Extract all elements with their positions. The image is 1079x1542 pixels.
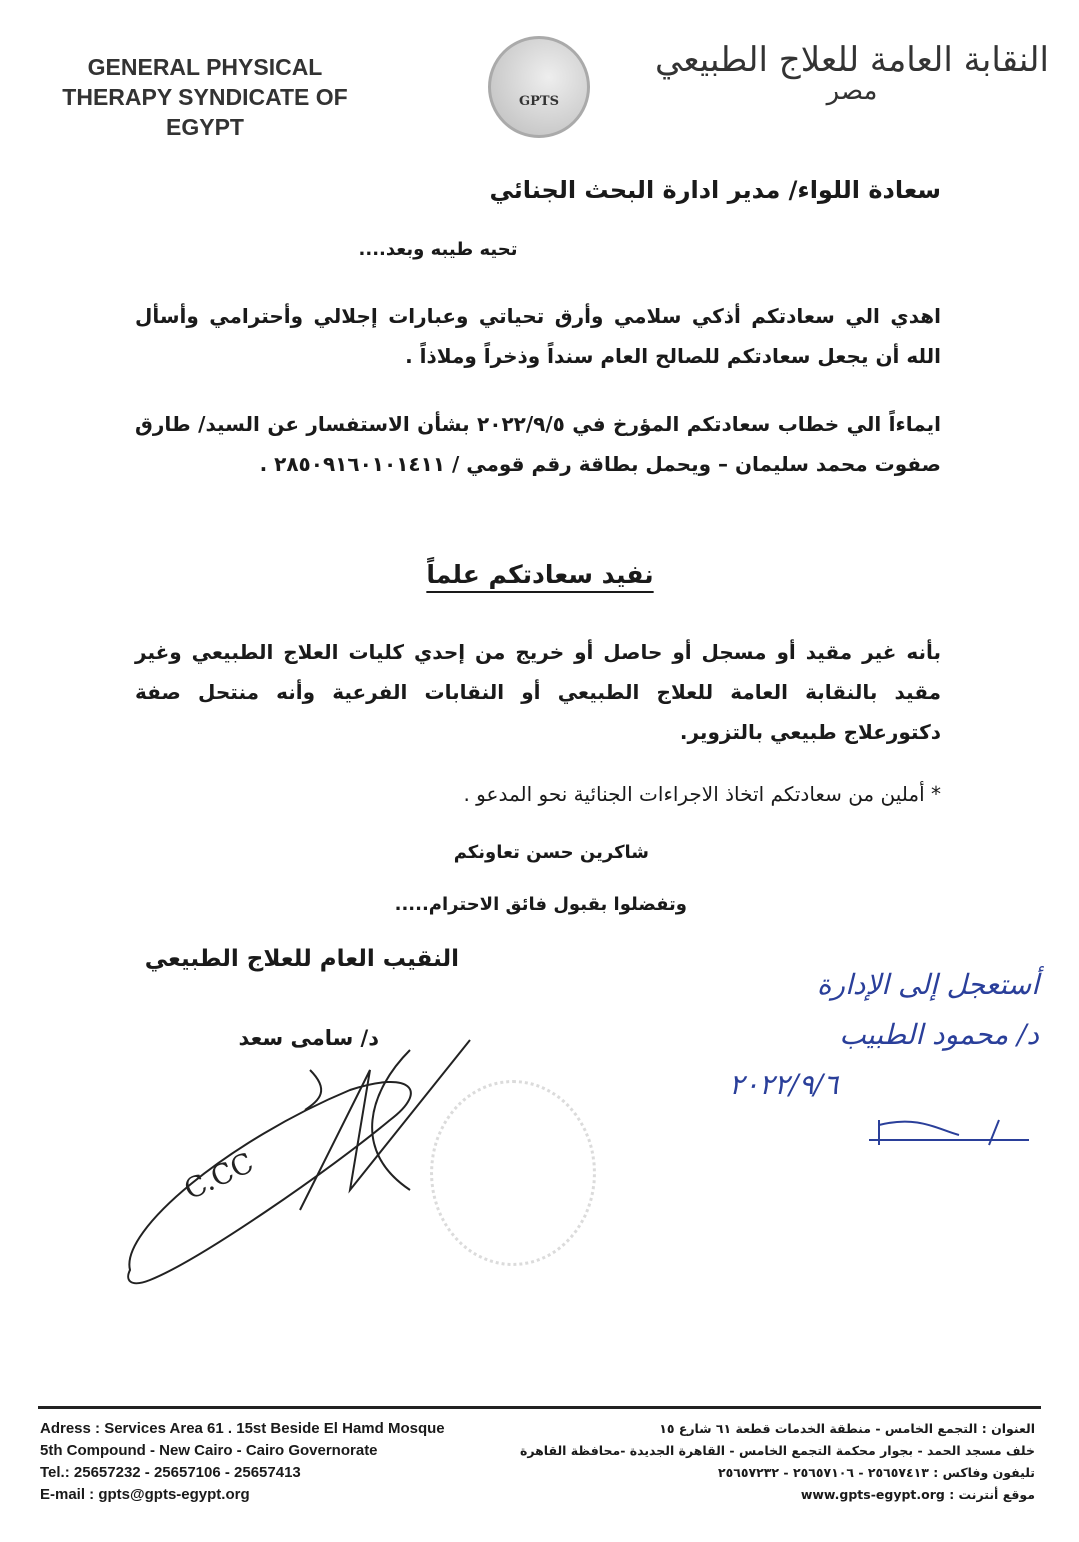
letterhead-arabic-name <box>655 40 1049 106</box>
footer-address-2: 5th Compound - New Cairo - Cairo Governorate <box>40 1442 378 1459</box>
english-name-line: EGYPT <box>166 114 244 140</box>
handwritten-line: ٢٠٢٢/٩/٦ <box>729 1068 839 1101</box>
arabic-name: النقابة العامة للعلاج الطبيعي <box>655 40 1049 80</box>
handwritten-line: د/ محمود الطبيب <box>839 1018 1039 1051</box>
arabic-country: مصر <box>826 76 878 106</box>
english-name-line: GENERAL PHYSICAL <box>87 54 323 80</box>
closing-line: وتفضلوا بقبول فائق الاحترام..... <box>394 894 687 915</box>
body-paragraph: بأنه غير مقيد أو مسجل أو حاصل أو خريج من إحدي كليات العلاج الطبيعي وغير مقيد بالنقابة العامة للعلاج الطبيعي أو النقابات الفرعية وأنه منتحل صفة دكتورعلاج طبيعي بالتزوير. <box>135 640 941 744</box>
subject-heading <box>380 560 700 589</box>
signatory-title: النقيب العام للعلاج الطبيعي <box>144 946 459 972</box>
gpts-logo <box>488 36 590 138</box>
subject-text: نفيد سعادتكم علماً <box>426 560 654 589</box>
letterhead-english-name <box>40 52 370 142</box>
intro-paragraph: اهدي الي سعادتكم أذكي سلامي وأرق تحياتي وعبارات إجلالي وأحترامي وأسأل الله أن يجعل سعادتكم للصالح العام سنداً وذخراً وملاذاً . <box>135 304 941 368</box>
footer-arabic-phone: تليفون وفاكس : ٢٥٦٥٧٤١٣ - ٢٥٦٥٧١٠٦ - ٢٥٦٥٧٢٣٢ <box>718 1465 1035 1480</box>
signatory-name: د/ سامى سعد <box>238 1026 379 1050</box>
handwritten-note <box>699 960 1039 1166</box>
footer-divider <box>38 1406 1041 1409</box>
footer-english <box>40 1418 445 1506</box>
handwritten-line: أستعجل إلى الإدارة <box>816 968 1039 1001</box>
footer-arabic-website: موقع أنترنت : www.gpts-egypt.org <box>800 1487 1035 1502</box>
footer-phone: Tel.: 25657232 - 25657106 - 25657413 <box>40 1464 301 1481</box>
thanks-line: شاكرين حسن تعاونكم <box>453 842 649 863</box>
signature-note: C.CC <box>179 1145 259 1207</box>
handwritten-initials <box>859 1110 1039 1150</box>
footer-arabic-address: العنوان : التجمع الخامس - منطقة الخدمات قطعة ٦١ شارع ١٥ <box>659 1421 1035 1436</box>
greeting: تحيه طيبه وبعد.... <box>358 239 518 260</box>
syndicate-stamp <box>430 1080 596 1266</box>
logo-text: GPTS <box>519 94 559 109</box>
addressee: سعادة اللواء/ مدير ادارة البحث الجنائي <box>489 176 941 204</box>
reference-paragraph: ايماءاً الي خطاب سعادتكم المؤرخ في ٢٠٢٢/٩/٥ بشأن الاستفسار عن السيد/ طارق صفوت محمد سليمان – ويحمل بطاقة رقم قومي / ٢٨٥٠٩١٦٠١٠١٤١١ . <box>135 412 941 476</box>
english-name-line: THERAPY SYNDICATE OF <box>62 84 348 110</box>
request-line: * أملين من سعادتكم اتخاذ الاجراءات الجنائية نحو المدعو . <box>463 782 941 806</box>
footer-arabic <box>520 1418 1035 1506</box>
footer-address: Adress : Services Area 61 . 15st Beside El Hamd Mosque <box>40 1420 445 1437</box>
footer-arabic-address-2: خلف مسجد الحمد - بجوار محكمة التجمع الخامس - القاهرة الجديدة -محافظة القاهرة <box>519 1443 1035 1458</box>
footer-email: E-mail : gpts@gpts-egypt.org <box>40 1486 250 1503</box>
